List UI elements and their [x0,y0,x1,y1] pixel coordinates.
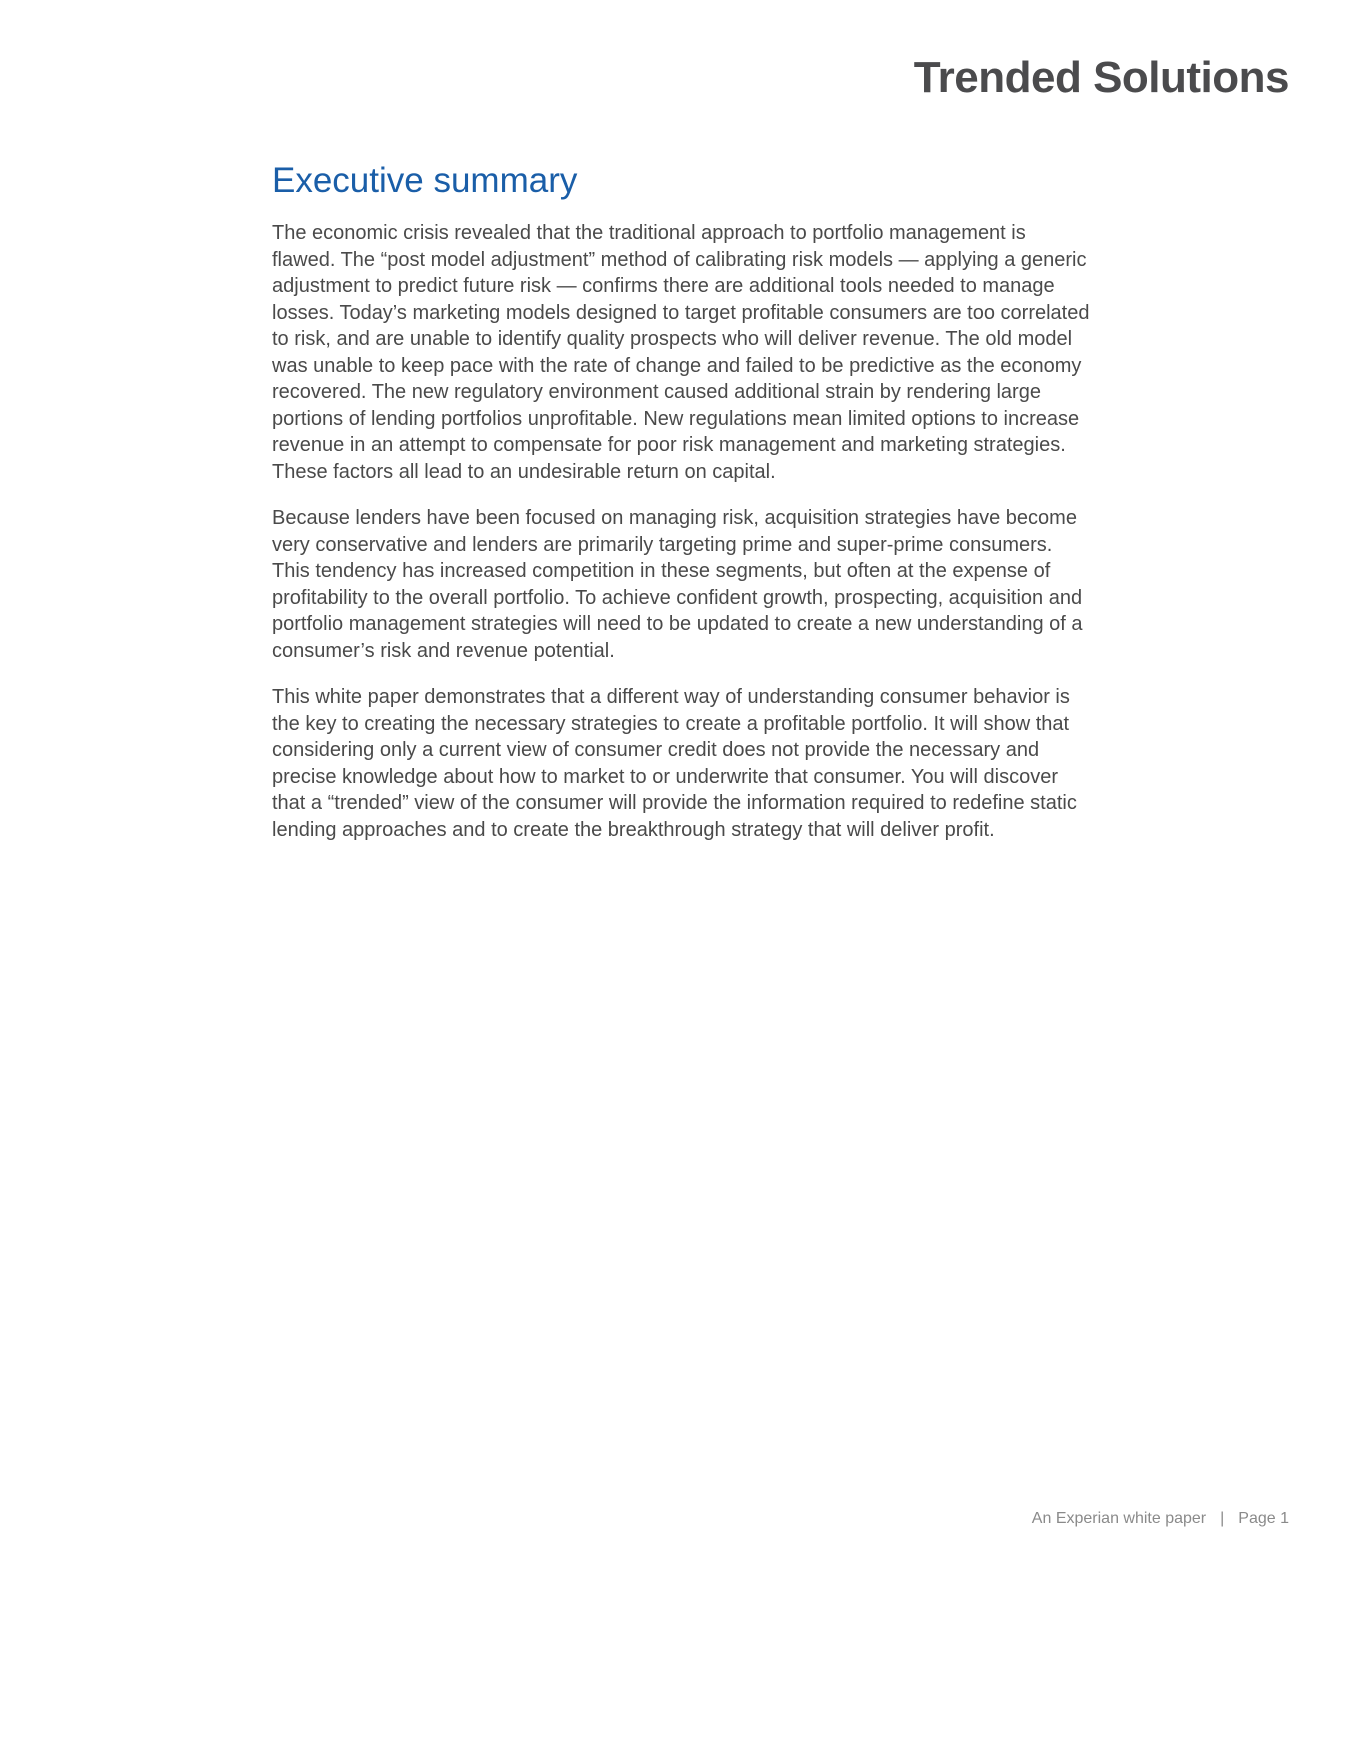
page-footer [1032,1510,1289,1528]
footer-source: An Experian white paper [1031,1510,1207,1527]
paragraph-3: This white paper demonstrates that a different way of understanding consumer behavior is the key to creating the necessary strategies to create a profitable portfolio. It will show that considering only a current view of consumer credit does not provide the necessary and precise knowledge about how to market to or underwrite that consumer. You will discover that a “trended” view of the consumer will provide the information required to redefine static lending approaches and to create the breakthrough strategy that will deliver profit. [272,686,1077,841]
paragraph-1: The economic crisis revealed that the traditional approach to portfolio management is flawed. The “post model adjustment” method of calibrating risk models — applying a generic adjustment to predict future risk — confirms there are additional tools needed to manage losses. Today’s marketing models designed to target profitable consumers are too correlated to risk, and are unable to identify quality prospects who will deliver revenue. The old model was unable to keep pace with the rate of change and failed to be predictive as the economy recovered. The new regulatory environment caused additional strain by rendering large portions of lending portfolios unprofitable. New regulations mean limited options to increase revenue in an attempt to compensate for poor risk management and marketing strategies. These factors all lead to an undesirable return on capital. [272,222,1090,483]
section-heading: Executive summary [272,161,578,200]
footer-separator: | [1220,1510,1225,1527]
document-title: Trended Solutions [913,53,1289,102]
paragraph-2: Because lenders have been focused on managing risk, acquisition strategies have become very conservative and lenders are primarily targeting prime and super-prime consumers. This tendency has increased competition in these segments, but often at the expense of profitability to the overall portfolio. To achieve confident growth, prospecting, acquisition and portfolio management strategies will need to be updated to create a new understanding of a consumer’s risk and revenue potential. [272,507,1083,662]
page-number: Page 1 [1238,1510,1289,1527]
main-content [272,160,1092,863]
